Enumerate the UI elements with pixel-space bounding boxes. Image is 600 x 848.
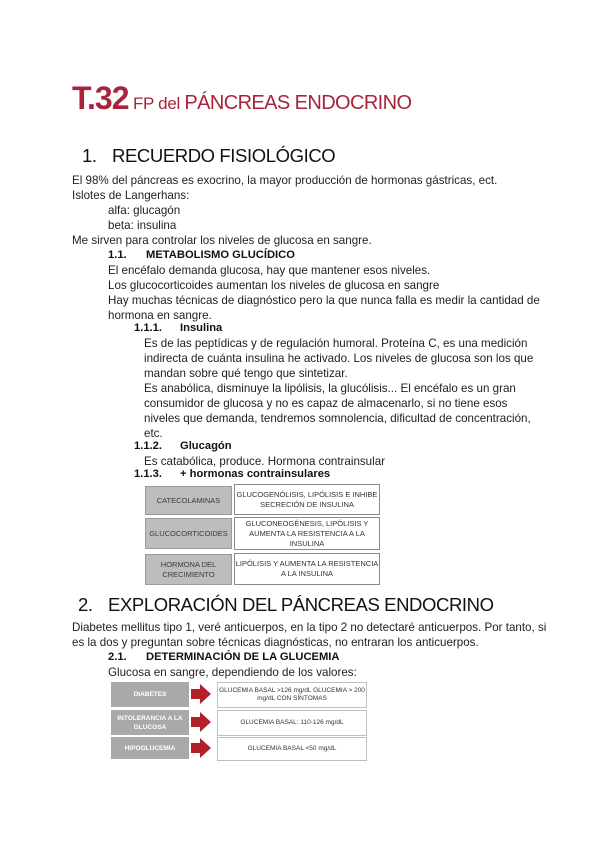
paragraph: Hay muchas técnicas de diagnóstico pero la que nunca falla es medir la cantidad de xyxy=(108,294,540,307)
list-item: alfa: glucagón xyxy=(108,204,181,217)
paragraph: Islotes de Langerhans: xyxy=(72,189,190,202)
paragraph: Es catabólica, produce. Hormona contrainsular xyxy=(144,455,386,468)
paragraph: Glucosa en sangre, dependiendo de los valores: xyxy=(108,666,357,679)
hormone-name-box: CATECOLAMINAS xyxy=(145,486,232,515)
arrow-right-icon xyxy=(190,737,212,759)
paragraph: mandan sobre qué tengo que sintetizar. xyxy=(144,367,348,380)
paragraph: Diabetes mellitus tipo 1, veré anticuerpos, en la tipo 2 no detectaré anticuerpos. Por tanto, si xyxy=(72,621,547,634)
glucemia-label-box: DIABETES xyxy=(111,682,189,707)
paragraph: hormona en sangre. xyxy=(108,309,212,322)
paragraph: indirecta de cuánta insulina he activado. Los niveles de glucosa son los que xyxy=(144,352,534,365)
paragraph: niveles que demanda, tendremos somnolencia, dificultad de concentración, xyxy=(144,412,531,425)
subsection-heading: 2.1. DETERMINACIÓN DE LA GLUCEMIA xyxy=(108,651,340,663)
paragraph: consumidor de glucosa y no es capaz de almacenarlo, si no tiene esos xyxy=(144,397,508,410)
glucemia-label-box: INTOLERANCIA A LA GLUCOSA xyxy=(111,710,189,735)
title-code: T.32 xyxy=(72,80,129,116)
glucemia-value-box: GLUCEMIA BASAL >126 mg/dL GLUCEMIA > 200 mg/dL CON SÍNTOMAS xyxy=(217,682,367,708)
glucemia-label-box: HIPOGLUCEMIA xyxy=(111,737,189,759)
paragraph: Los glucocorticoides aumentan los niveles de glucosa en sangre xyxy=(108,279,440,292)
title-prefix: FP del xyxy=(132,94,180,113)
paragraph: El encéfalo demanda glucosa, hay que mantener esos niveles. xyxy=(108,264,431,277)
hormone-effect-box: GLUCONEOGÉNESIS, LIPÓLISIS Y AUMENTA LA RESISTENCIA A LA INSULINA xyxy=(234,517,380,550)
hormone-name-box: HORMONA DEL CRECIMIENTO xyxy=(145,554,232,585)
list-item: beta: insulina xyxy=(108,219,177,232)
hormone-name-box: GLUCOCORTICOIDES xyxy=(145,518,232,549)
arrow-right-icon xyxy=(190,711,212,733)
paragraph: es la dos y preguntan sobre técnicas diagnósticas, no entraran los anticuerpos. xyxy=(72,636,479,649)
glucemia-value-box: GLUCEMIA BASAL <50 mg/dL xyxy=(217,737,367,761)
hormone-effect-box: LIPÓLISIS Y AUMENTA LA RESISTENCIA A LA INSULINA xyxy=(234,553,380,585)
arrow-right-icon xyxy=(190,683,212,705)
glucemia-value-box: GLUCEMIA BASAL: 110-126 mg/dL xyxy=(217,710,367,736)
subsection-heading: 1.1. METABOLISMO GLUCÍDICO xyxy=(108,249,295,261)
section-heading: 2. EXPLORACIÓN DEL PÁNCREAS ENDOCRINO xyxy=(78,594,494,615)
hormone-effect-box: GLUCOGENÓLISIS, LIPÓLISIS E INHIBE SECRECIÓN DE INSULINA xyxy=(234,484,380,515)
subsubsection-heading: 1.1.1. Insulina xyxy=(134,322,223,334)
paragraph: etc. xyxy=(144,427,163,440)
title-main: PÁNCREAS ENDOCRINO xyxy=(184,92,412,114)
subsubsection-heading: 1.1.3. + hormonas contrainsulares xyxy=(134,468,331,480)
subsubsection-heading: 1.1.2. Glucagón xyxy=(134,440,232,452)
page-title xyxy=(72,80,411,117)
paragraph: Es de las peptídicas y de regulación humoral. Proteína C, es una medición xyxy=(144,337,528,350)
section-heading: 1. RECUERDO FISIOLÓGICO xyxy=(82,145,336,166)
paragraph: El 98% del páncreas es exocrino, la mayor producción de hormonas gástricas, ect. xyxy=(72,174,498,187)
paragraph: Me sirven para controlar los niveles de glucosa en sangre. xyxy=(72,234,372,247)
paragraph: Es anabólica, disminuye la lipólisis, la glucólisis... El encéfalo es un gran xyxy=(144,382,516,395)
